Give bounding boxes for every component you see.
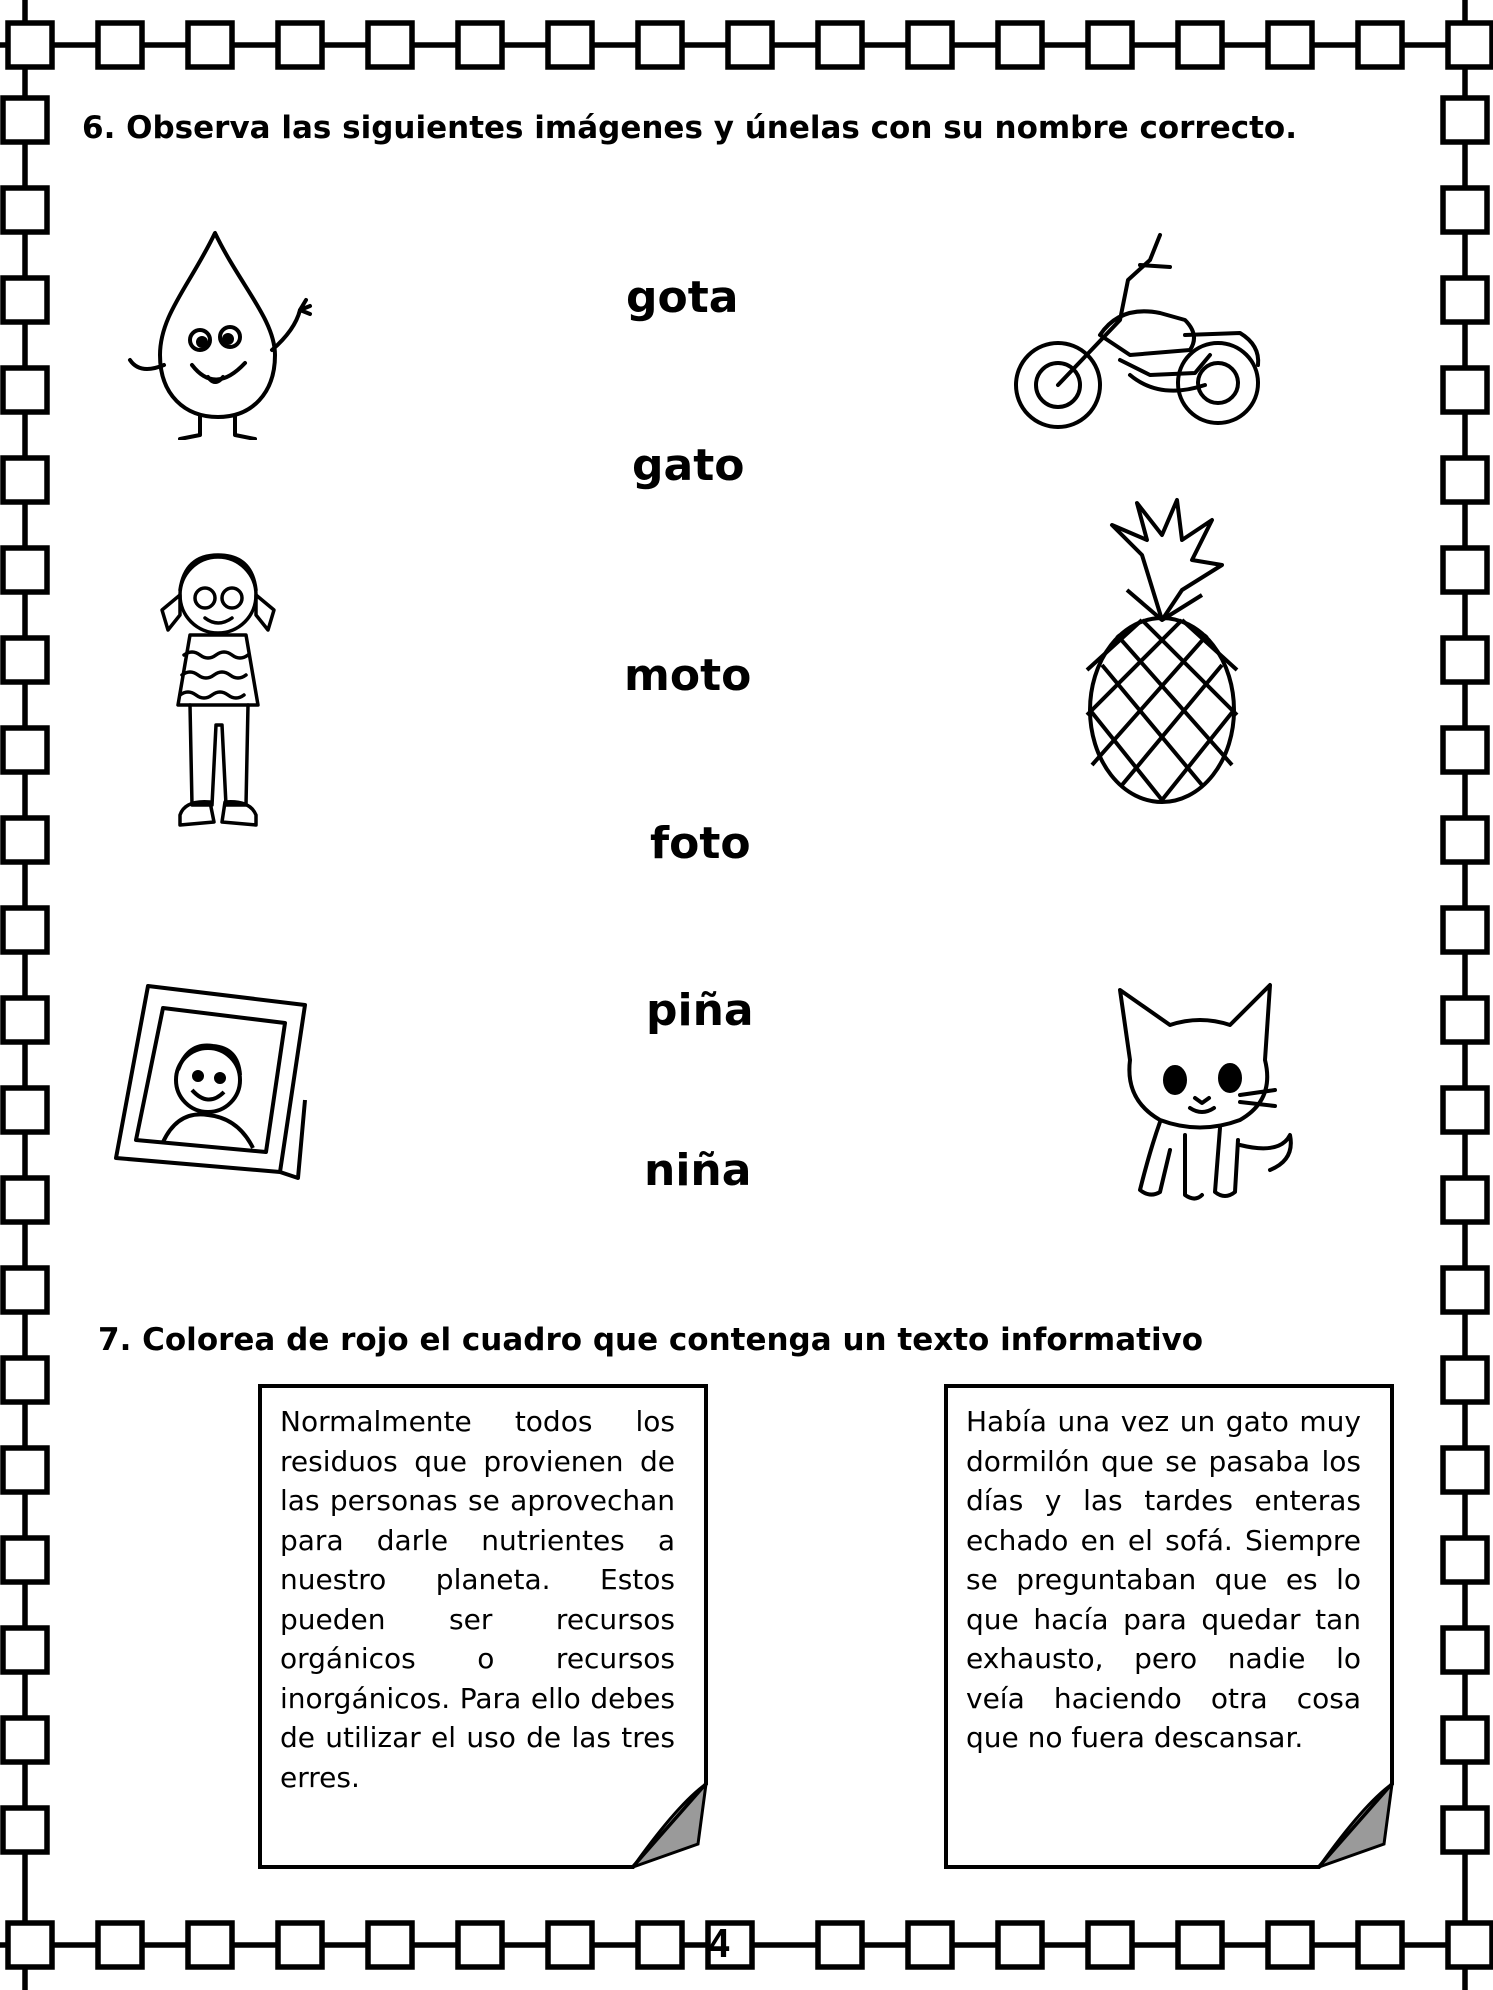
word-gota: gota — [626, 272, 739, 323]
text-box-informative[interactable] — [258, 1384, 708, 1869]
kitten-icon — [1090, 970, 1295, 1205]
water-drop-icon — [120, 225, 320, 440]
text-box-2-content: Había una vez un gato muy dormilón que se pasaba los días y las tardes enteras echado en el sofá. Siempre se preguntaban que es lo que hacía para quedar tan exhausto, pero nadie lo veía haciendo otra cosa que no fuera descansar. — [966, 1405, 1361, 1754]
section-7-title: 7. Colorea de rojo el cuadro que contenga un texto informativo — [98, 1322, 1204, 1358]
pineapple-icon — [1082, 495, 1242, 805]
word-moto: moto — [624, 650, 752, 701]
text-box-1-content: Normalmente todos los residuos que provienen de las personas se aprovechan para darle nutrientes a nuestro planeta. Estos pueden ser recursos orgánicos o recursos inorgánicos. Para ello debes de utilizar el uso de las tres erres. — [280, 1405, 675, 1794]
word-gato: gato — [632, 440, 745, 491]
photo-frame-icon — [108, 980, 308, 1185]
word-pina: piña — [646, 985, 754, 1036]
word-foto: foto — [650, 818, 751, 869]
word-nina: niña — [644, 1145, 752, 1196]
page-number: 4 — [708, 1922, 731, 1966]
text-box-narrative[interactable] — [944, 1384, 1394, 1869]
motorcycle-icon — [1010, 225, 1270, 435]
section-6-title: 6. Observa las siguientes imágenes y únelas con su nombre correcto. — [82, 110, 1298, 146]
girl-icon — [150, 540, 285, 845]
